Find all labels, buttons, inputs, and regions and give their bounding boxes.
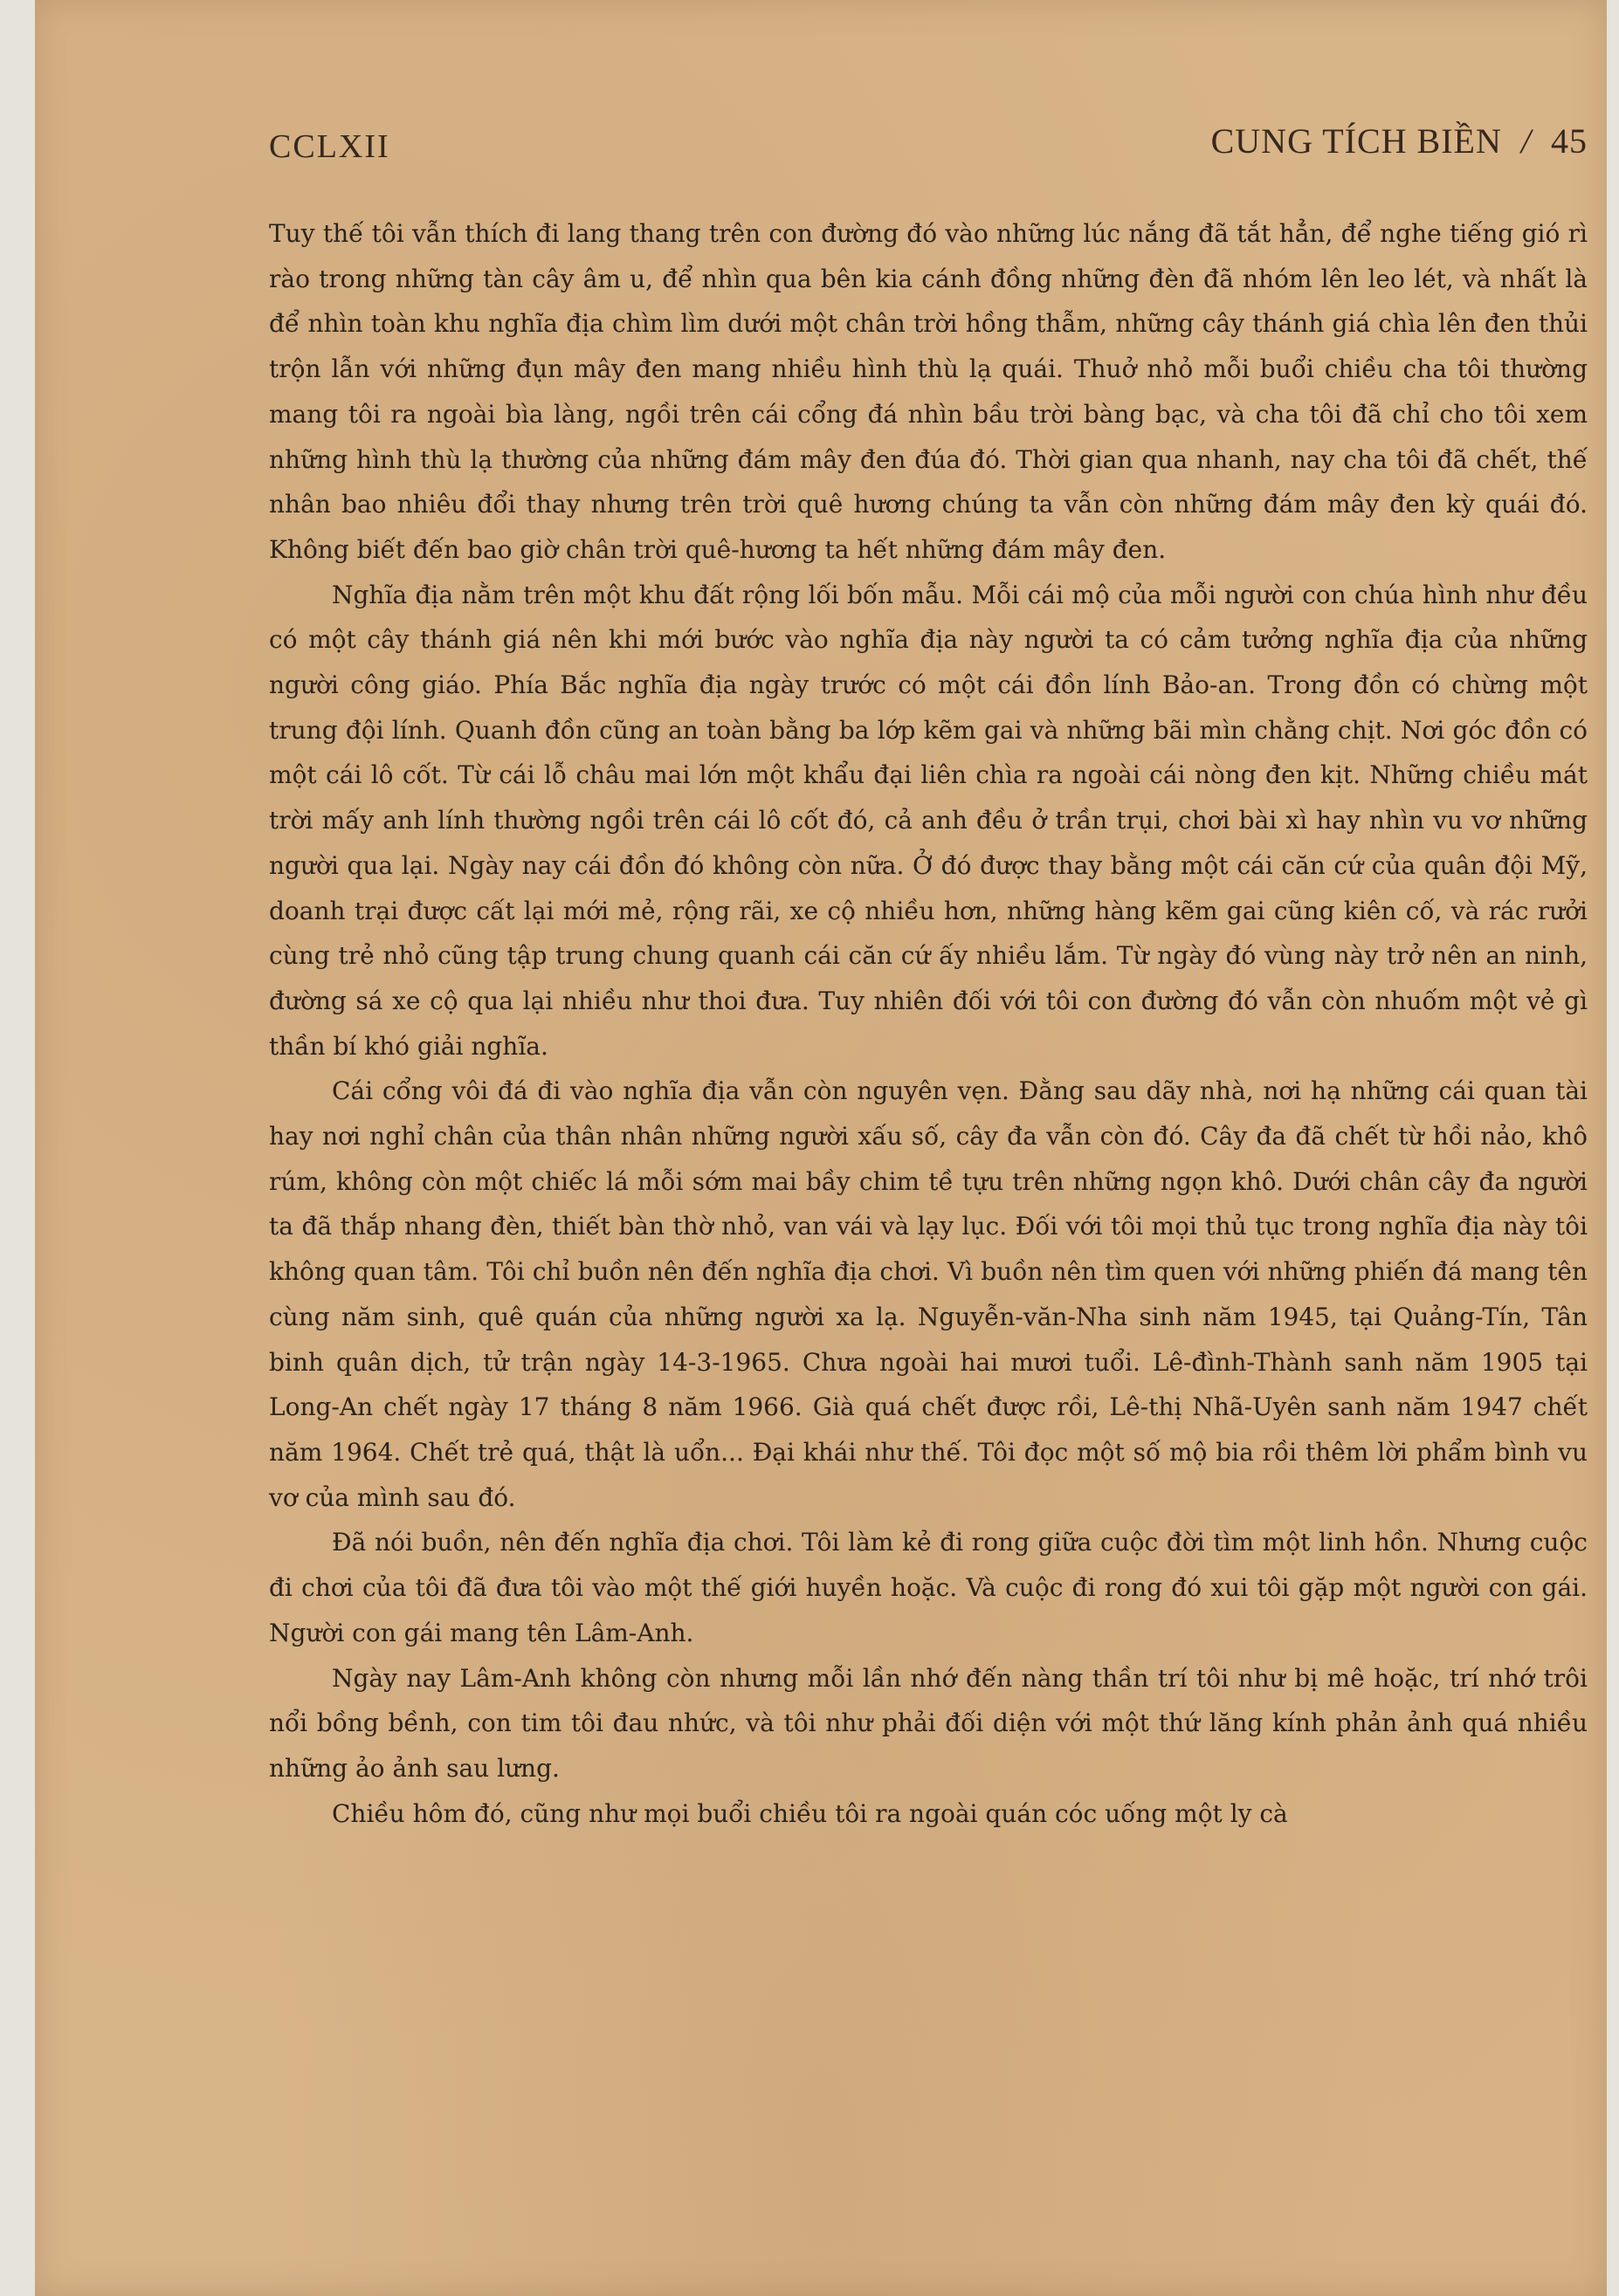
- paragraph: Nghĩa địa nằm trên một khu đất rộng lối bốn mẫu. Mỗi cái mộ của mỗi người con chúa hình như đều có một cây thánh giá nên khi mới bước vào nghĩa địa này người ta có cảm tưởng nghĩa địa của những người công giáo. Phía Bắc nghĩa địa ngày trước có một cái đồn lính Bảo-an. Trong đồn có chừng một trung đội lính. Quanh đồn cũng an toàn bằng ba lớp kẽm gai và những bãi mìn chằng chịt. Nơi góc đồn có một cái lô cốt. Từ cái lỗ châu mai lớn một khẩu đại liên chìa ra ngoài cái nòng đen kịt. Những chiều mát trời mấy anh lính thường ngồi trên cái lô cốt đó, cả anh đều ở trần trụi, chơi bài xì hay nhìn vu vơ những người qua lại. Ngày nay cái đồn đó không còn nữa. Ở đó được thay bằng một cái căn cứ của quân đội Mỹ, doanh trại được cất lại mới mẻ, rộng rãi, xe cộ nhiều hơn, những hàng kẽm gai cũng kiên cố, và rác rưởi cùng trẻ nhỏ cũng tập trung chung quanh cái căn cứ ấy nhiều lắm. Từ ngày đó vùng này trở nên an ninh, đường sá xe cộ qua lại nhiều như thoi đưa. Tuy nhiên đối với tôi con đường đó vẫn còn nhuốm một vẻ gì thần bí khó giải nghĩa.: [269, 580, 1588, 1061]
- folio-mark: CCLXII: [269, 128, 390, 165]
- page-header: [269, 120, 1588, 169]
- book-page: [35, 0, 1607, 2296]
- header-separator: /: [1520, 121, 1532, 161]
- paragraph: Tuy thế tôi vẫn thích đi lang thang trên con đường đó vào những lúc nắng đã tắt hẳn, để nghe tiếng gió rì rào trong những tàn cây âm u, để nhìn qua bên kia cánh đồng những đèn đã nhóm lên leo lét, và nhất là để nhìn toàn khu nghĩa địa chìm lìm dưới một chân trời hồng thẫm, những cây thánh giá chìa lên đen thủi trộn lẫn với những đụn mây đen mang nhiều hình thù lạ quái. Thuở nhỏ mỗi buổi chiều cha tôi thường mang tôi ra ngoài bìa làng, ngồi trên cái cổng đá nhìn bầu trời bàng bạc, và cha tôi đã chỉ cho tôi xem những hình thù lạ thường của những đám mây đen đúa đó. Thời gian qua nhanh, nay cha tôi đã chết, thế nhân bao nhiêu đổi thay nhưng trên trời quê hương chúng ta vẫn còn những đám mây đen kỳ quái đó. Không biết đến bao giờ chân trời quê-hương ta hết những đám mây đen.: [269, 219, 1588, 564]
- paragraph: Ngày nay Lâm-Anh không còn nhưng mỗi lần nhớ đến nàng thần trí tôi như bị mê hoặc, trí nhớ trôi nổi bồng bềnh, con tim tôi đau nhức, và tôi như phải đối diện với một thứ lăng kính phản ảnh quá nhiều những ảo ảnh sau lưng.: [269, 1663, 1588, 1783]
- paragraph: Chiều hôm đó, cũng như mọi buổi chiều tôi ra ngoài quán cóc uống một ly cà: [332, 1798, 1288, 1828]
- body-text: [269, 211, 1588, 1836]
- paragraph: Cái cổng vôi đá đi vào nghĩa địa vẫn còn nguyên vẹn. Đằng sau dãy nhà, nơi hạ những cái quan tài hay nơi nghỉ chân của thân nhân những người xấu số, cây đa vẫn còn đó. Cây đa đã chết từ hồi nảo, khô rúm, không còn một chiếc lá mỗi sớm mai bầy chim tề tựu trên những ngọn khô. Dưới chân cây đa người ta đã thắp nhang đèn, thiết bàn thờ nhỏ, van vái và lạy lục. Đối với tôi mọi thủ tục trong nghĩa địa này tôi không quan tâm. Tôi chỉ buồn nên đến nghĩa địa chơi. Vì buồn nên tìm quen với những phiến đá mang tên cùng năm sinh, quê quán của những người xa lạ. Nguyễn-văn-Nha sinh năm 1945, tại Quảng-Tín, Tân binh quân dịch, tử trận ngày 14-3-1965. Chưa ngoài hai mươi tuổi. Lê-đình-Thành sanh năm 1905 tại Long-An chết ngày 17 tháng 8 năm 1966. Già quá chết được rồi, Lê-thị Nhã-Uyên sanh năm 1947 chết năm 1964. Chết trẻ quá, thật là uổn... Đại khái như thế. Tôi đọc một số mộ bia rồi thêm lời phẩm bình vu vơ của mình sau đó.: [269, 1076, 1588, 1512]
- page-number: 45: [1551, 121, 1588, 161]
- paragraph: Đã nói buồn, nên đến nghĩa địa chơi. Tôi làm kẻ đi rong giữa cuộc đời tìm một linh hồn. Nhưng cuộc đi chơi của tôi đã đưa tôi vào một thế giới huyền hoặc. Và cuộc đi rong đó xui tôi gặp một người con gái. Người con gái mang tên Lâm-Anh.: [269, 1528, 1588, 1647]
- running-head: [1211, 120, 1588, 162]
- running-title: CUNG TÍCH BIỀN: [1210, 121, 1502, 161]
